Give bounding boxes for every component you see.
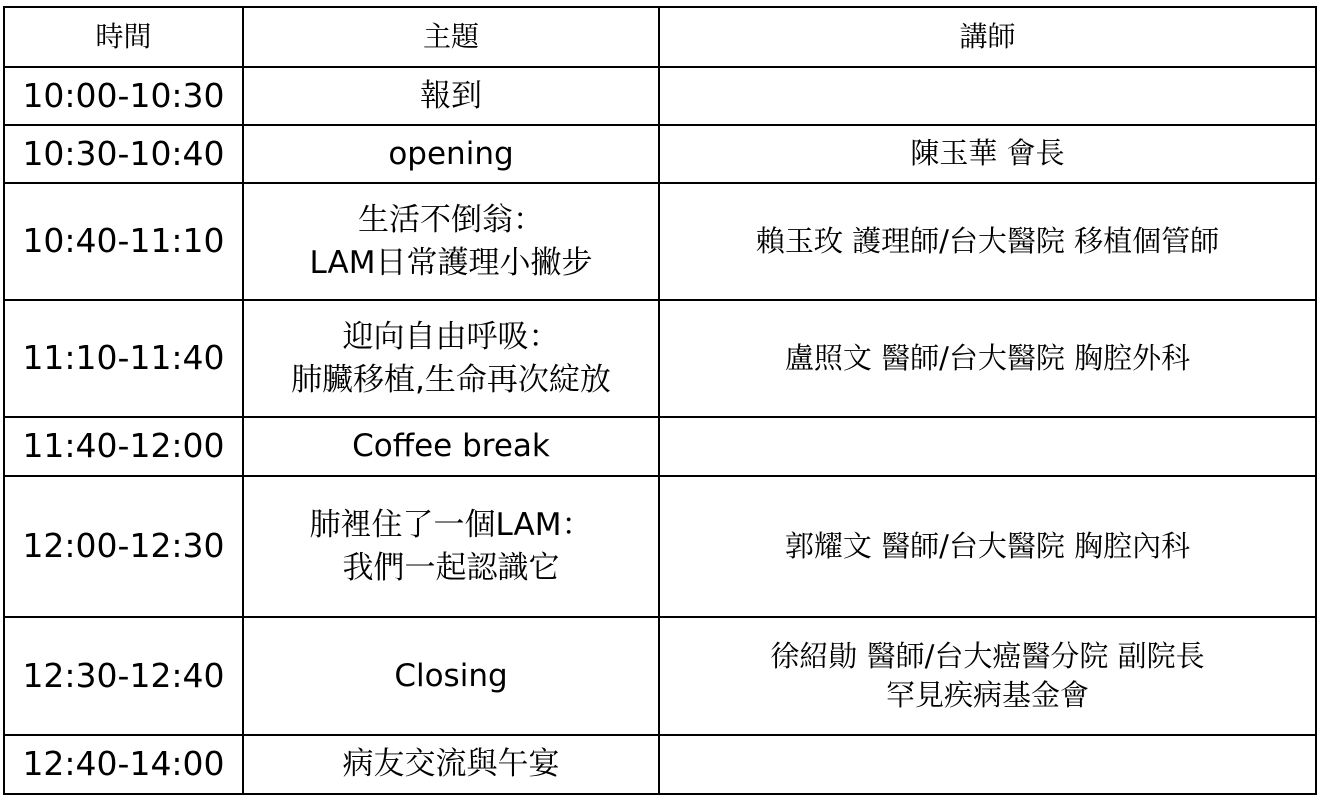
speaker-cell bbox=[659, 735, 1316, 794]
topic-text: 報到 bbox=[420, 77, 482, 114]
speaker-cell bbox=[659, 300, 1316, 417]
topic-cell bbox=[243, 183, 659, 300]
schedule-table bbox=[3, 6, 1317, 795]
speaker-cell bbox=[659, 476, 1316, 617]
topic-text: 生活不倒翁： bbox=[358, 202, 544, 239]
table-row bbox=[4, 125, 1316, 183]
topic-text: 病友交流與午宴 bbox=[342, 746, 560, 783]
time-text: 10:00-10:30 bbox=[22, 75, 225, 115]
speaker-text: 徐紹勛 醫師/台大癌醫分院 副院長 bbox=[770, 638, 1205, 673]
header-speaker: 講師 bbox=[659, 7, 1316, 67]
time-text: 12:00-12:30 bbox=[22, 526, 225, 566]
speaker-text: 盧照文 醫師/台大醫院 胸腔外科 bbox=[784, 340, 1191, 375]
time-text: 12:30-12:40 bbox=[22, 655, 225, 695]
table-row bbox=[4, 617, 1316, 735]
topic-cell bbox=[243, 735, 659, 794]
time-cell bbox=[4, 125, 243, 183]
topic-cell bbox=[243, 617, 659, 735]
header-time: 時間 bbox=[4, 7, 243, 67]
header-row bbox=[4, 7, 1316, 67]
time-cell bbox=[4, 735, 243, 794]
table-row bbox=[4, 735, 1316, 794]
topic-text: opening bbox=[388, 135, 514, 172]
speaker-text: 罕見疾病基金會 bbox=[885, 678, 1089, 712]
time-text: 11:40-12:00 bbox=[22, 426, 225, 466]
speaker-cell bbox=[659, 183, 1316, 300]
topic-text: LAM日常護理小撇步 bbox=[309, 244, 593, 281]
speaker-text: 賴玉玫 護理師/台大醫院 移植個管師 bbox=[755, 223, 1220, 258]
time-text: 10:30-10:40 bbox=[22, 133, 225, 173]
topic-cell bbox=[243, 67, 659, 125]
speaker-cell bbox=[659, 125, 1316, 183]
topic-text: 我們一起認識它 bbox=[342, 549, 560, 586]
speaker-cell bbox=[659, 617, 1316, 735]
table-row bbox=[4, 300, 1316, 417]
time-cell bbox=[4, 300, 243, 417]
table-row bbox=[4, 417, 1316, 476]
time-cell bbox=[4, 183, 243, 300]
table-row bbox=[4, 476, 1316, 617]
topic-text: 迎向自由呼吸： bbox=[342, 319, 560, 356]
topic-text: Closing bbox=[394, 657, 508, 694]
time-cell bbox=[4, 617, 243, 735]
time-cell bbox=[4, 476, 243, 617]
table-row bbox=[4, 183, 1316, 300]
header-topic: 主題 bbox=[243, 7, 659, 67]
time-cell bbox=[4, 67, 243, 125]
topic-cell bbox=[243, 125, 659, 183]
topic-text: 肺臟移植,生命再次綻放 bbox=[291, 361, 611, 398]
topic-cell bbox=[243, 300, 659, 417]
table-row bbox=[4, 67, 1316, 125]
time-cell bbox=[4, 417, 243, 476]
topic-cell bbox=[243, 417, 659, 476]
time-text: 12:40-14:00 bbox=[22, 744, 225, 784]
speaker-text: 郭耀文 醫師/台大醫院 胸腔內科 bbox=[784, 528, 1191, 563]
topic-text: Coffee break bbox=[352, 428, 550, 465]
time-text: 11:10-11:40 bbox=[22, 338, 225, 378]
time-text: 10:40-11:10 bbox=[22, 221, 225, 261]
speaker-cell bbox=[659, 417, 1316, 476]
topic-text: 肺裡住了一個LAM： bbox=[309, 507, 593, 544]
speaker-cell bbox=[659, 67, 1316, 125]
speaker-text: 陳玉華 會長 bbox=[910, 136, 1065, 171]
topic-cell bbox=[243, 476, 659, 617]
